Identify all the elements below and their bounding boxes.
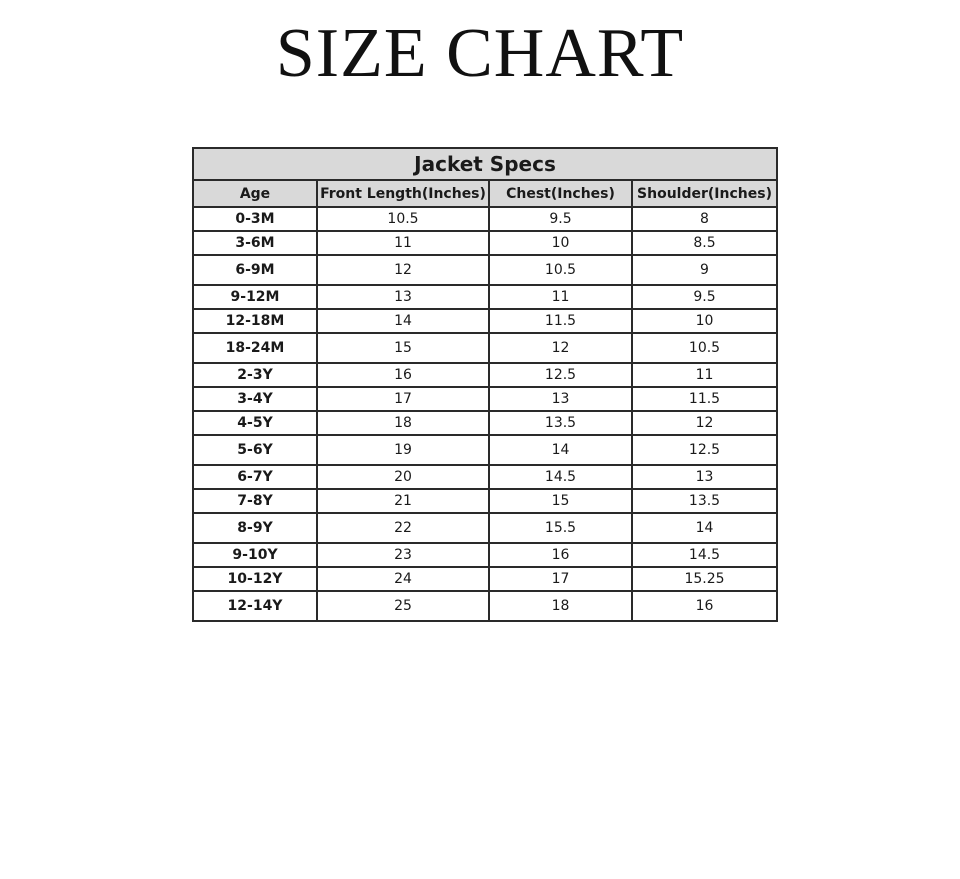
- table-row: [193, 411, 777, 435]
- cell-shoulder: 8.5: [632, 231, 777, 255]
- cell-front-length: 20: [317, 465, 489, 489]
- header-age: Age: [193, 180, 317, 207]
- table-row: [193, 591, 777, 621]
- table-row: [193, 333, 777, 363]
- cell-shoulder: 9: [632, 255, 777, 285]
- cell-front-length: 18: [317, 411, 489, 435]
- cell-age: 2-3Y: [193, 363, 317, 387]
- table-row: [193, 231, 777, 255]
- table-row: [193, 309, 777, 333]
- cell-age: 3-6M: [193, 231, 317, 255]
- table-row: [193, 543, 777, 567]
- cell-age: 0-3M: [193, 207, 317, 231]
- cell-front-length: 12: [317, 255, 489, 285]
- cell-chest: 14.5: [489, 465, 632, 489]
- cell-chest: 12: [489, 333, 632, 363]
- cell-chest: 13.5: [489, 411, 632, 435]
- cell-chest: 10: [489, 231, 632, 255]
- cell-age: 5-6Y: [193, 435, 317, 465]
- table-row: [193, 285, 777, 309]
- cell-chest: 18: [489, 591, 632, 621]
- cell-age: 10-12Y: [193, 567, 317, 591]
- cell-front-length: 22: [317, 513, 489, 543]
- cell-shoulder: 13: [632, 465, 777, 489]
- cell-shoulder: 14.5: [632, 543, 777, 567]
- cell-chest: 16: [489, 543, 632, 567]
- cell-shoulder: 15.25: [632, 567, 777, 591]
- cell-chest: 12.5: [489, 363, 632, 387]
- cell-shoulder: 13.5: [632, 489, 777, 513]
- cell-front-length: 11: [317, 231, 489, 255]
- table-row: [193, 465, 777, 489]
- page-title: SIZE CHART: [275, 15, 685, 92]
- cell-age: 12-18M: [193, 309, 317, 333]
- table-row: [193, 435, 777, 465]
- cell-age: 7-8Y: [193, 489, 317, 513]
- cell-chest: 14: [489, 435, 632, 465]
- table-row: [193, 387, 777, 411]
- cell-chest: 15: [489, 489, 632, 513]
- cell-front-length: 10.5: [317, 207, 489, 231]
- cell-front-length: 19: [317, 435, 489, 465]
- header-front-length: Front Length(Inches): [317, 180, 489, 207]
- cell-shoulder: 8: [632, 207, 777, 231]
- table-row: [193, 363, 777, 387]
- cell-front-length: 17: [317, 387, 489, 411]
- cell-shoulder: 12.5: [632, 435, 777, 465]
- cell-shoulder: 12: [632, 411, 777, 435]
- jacket-specs-table: [192, 147, 778, 622]
- cell-front-length: 15: [317, 333, 489, 363]
- cell-front-length: 24: [317, 567, 489, 591]
- cell-shoulder: 10.5: [632, 333, 777, 363]
- cell-age: 9-10Y: [193, 543, 317, 567]
- table-body: [193, 207, 777, 621]
- cell-chest: 10.5: [489, 255, 632, 285]
- cell-front-length: 23: [317, 543, 489, 567]
- cell-age: 6-7Y: [193, 465, 317, 489]
- cell-shoulder: 9.5: [632, 285, 777, 309]
- cell-front-length: 14: [317, 309, 489, 333]
- cell-chest: 15.5: [489, 513, 632, 543]
- cell-shoulder: 11: [632, 363, 777, 387]
- cell-front-length: 25: [317, 591, 489, 621]
- cell-age: 12-14Y: [193, 591, 317, 621]
- cell-chest: 9.5: [489, 207, 632, 231]
- header-chest: Chest(Inches): [489, 180, 632, 207]
- cell-front-length: 16: [317, 363, 489, 387]
- cell-chest: 11: [489, 285, 632, 309]
- table-row: [193, 207, 777, 231]
- cell-shoulder: 10: [632, 309, 777, 333]
- table-caption: Jacket Specs: [193, 148, 777, 180]
- cell-front-length: 21: [317, 489, 489, 513]
- table-row: [193, 513, 777, 543]
- cell-chest: 17: [489, 567, 632, 591]
- cell-shoulder: 14: [632, 513, 777, 543]
- cell-age: 8-9Y: [193, 513, 317, 543]
- cell-front-length: 13: [317, 285, 489, 309]
- cell-age: 18-24M: [193, 333, 317, 363]
- cell-shoulder: 16: [632, 591, 777, 621]
- cell-chest: 11.5: [489, 309, 632, 333]
- header-shoulder: Shoulder(Inches): [632, 180, 777, 207]
- cell-chest: 13: [489, 387, 632, 411]
- table-row: [193, 255, 777, 285]
- table-row: [193, 489, 777, 513]
- cell-age: 4-5Y: [193, 411, 317, 435]
- cell-age: 9-12M: [193, 285, 317, 309]
- cell-shoulder: 11.5: [632, 387, 777, 411]
- cell-age: 6-9M: [193, 255, 317, 285]
- table-row: [193, 567, 777, 591]
- cell-age: 3-4Y: [193, 387, 317, 411]
